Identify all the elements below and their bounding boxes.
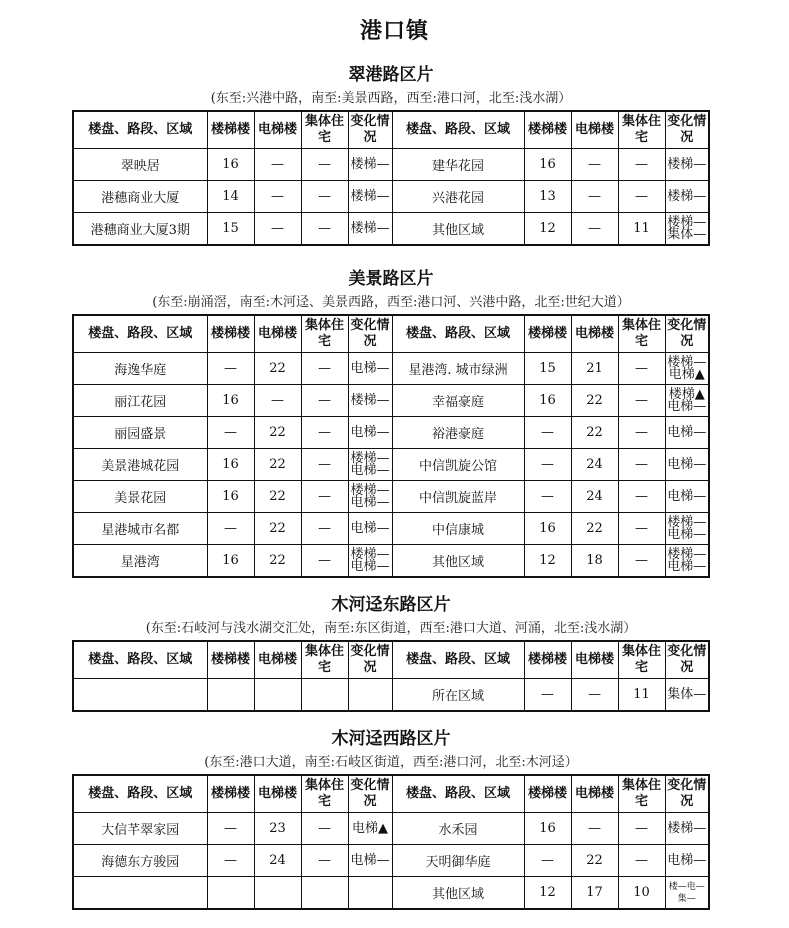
section-title: 美景路区片 [348, 269, 434, 289]
change-status: 电梯— [665, 449, 709, 481]
collective-housing-count [301, 877, 348, 910]
stair-building-count: 12 [524, 213, 571, 246]
property-name: 港穗商业大厦 [73, 181, 207, 213]
stair-building-count: 16 [524, 385, 571, 417]
elevator-building-count: 17 [571, 877, 618, 910]
collective-housing-count: — [301, 353, 348, 385]
elevator-building-count: 22 [254, 513, 301, 545]
elevator-building-count: 24 [571, 449, 618, 481]
property-name: 幸福豪庭 [392, 385, 524, 417]
column-header: 电梯楼 [254, 111, 301, 149]
table-row [73, 845, 709, 877]
property-name: 所在区域 [392, 679, 524, 712]
data-table [72, 774, 710, 910]
header-row [73, 111, 709, 149]
column-header: 楼梯楼 [524, 111, 571, 149]
column-header: 变化情况 [348, 111, 392, 149]
table-row [73, 679, 709, 712]
table-row [73, 353, 709, 385]
collective-housing-count: — [618, 481, 665, 513]
table-row [73, 213, 709, 246]
change-status: 楼梯— 电梯— [348, 449, 392, 481]
column-header: 楼盘、路段、区域 [73, 111, 207, 149]
elevator-building-count: 18 [571, 545, 618, 578]
property-name: 星港城市名都 [73, 513, 207, 545]
change-status: 楼梯— [348, 385, 392, 417]
table-row [73, 449, 709, 481]
collective-housing-count: — [301, 149, 348, 181]
elevator-building-count: 22 [254, 417, 301, 449]
property-name: 其他区域 [392, 545, 524, 578]
column-header: 变化情况 [348, 315, 392, 353]
collective-housing-count: — [301, 845, 348, 877]
section-bounds: (东至:港口大道，南至:石岐区街道，西至:港口河，北至:木河迳） [204, 755, 578, 770]
elevator-building-count: — [254, 213, 301, 246]
elevator-building-count: 22 [254, 545, 301, 578]
collective-housing-count: — [618, 449, 665, 481]
elevator-building-count: 22 [254, 481, 301, 513]
stair-building-count: 16 [207, 385, 254, 417]
elevator-building-count [254, 877, 301, 910]
column-header: 集体住宅 [618, 315, 665, 353]
stair-building-count: 16 [524, 513, 571, 545]
change-status: 楼梯— 电梯▲ [665, 353, 709, 385]
stair-building-count: — [524, 481, 571, 513]
change-status: 楼梯— 电梯— [665, 545, 709, 578]
property-name: 其他区域 [392, 213, 524, 246]
column-header: 楼盘、路段、区域 [73, 641, 207, 679]
change-status: 楼梯— [348, 149, 392, 181]
collective-housing-count: — [618, 353, 665, 385]
section-title: 木河迳东路区片 [331, 595, 451, 615]
stair-building-count: — [207, 513, 254, 545]
property-name: 中信凯旋公馆 [392, 449, 524, 481]
collective-housing-count: — [301, 181, 348, 213]
column-header: 集体住宅 [301, 111, 348, 149]
change-status: 电梯— [665, 481, 709, 513]
column-header: 集体住宅 [301, 315, 348, 353]
change-status: 楼梯— 电梯— [348, 481, 392, 513]
collective-housing-count: — [301, 545, 348, 578]
column-header: 变化情况 [348, 775, 392, 813]
column-header: 电梯楼 [571, 315, 618, 353]
column-header: 变化情况 [348, 641, 392, 679]
stair-building-count [207, 877, 254, 910]
collective-housing-count: — [618, 513, 665, 545]
property-name: 中信凯旋蓝岸 [392, 481, 524, 513]
property-name: 天明御华庭 [392, 845, 524, 877]
elevator-building-count: — [571, 181, 618, 213]
column-header: 电梯楼 [571, 775, 618, 813]
property-name: 其他区域 [392, 877, 524, 910]
elevator-building-count: 21 [571, 353, 618, 385]
change-status: 楼梯— [665, 813, 709, 845]
column-header: 集体住宅 [618, 641, 665, 679]
collective-housing-count: — [618, 181, 665, 213]
property-name: 海逸华庭 [73, 353, 207, 385]
stair-building-count: — [524, 449, 571, 481]
section-bounds: (东至:崩涌滘，南至:木河迳、美景西路，西至:港口河、兴港中路，北至:世纪大道） [152, 295, 630, 310]
collective-housing-count: — [618, 385, 665, 417]
collective-housing-count: — [301, 417, 348, 449]
column-header: 集体住宅 [301, 775, 348, 813]
property-name: 星港湾. 城市绿洲 [392, 353, 524, 385]
stair-building-count: 16 [207, 449, 254, 481]
column-header: 变化情况 [665, 641, 709, 679]
stair-building-count: 16 [524, 813, 571, 845]
collective-housing-count: — [618, 845, 665, 877]
collective-housing-count: 11 [618, 213, 665, 246]
collective-housing-count: — [618, 149, 665, 181]
elevator-building-count: — [571, 679, 618, 712]
table-row [73, 181, 709, 213]
elevator-building-count: — [571, 813, 618, 845]
elevator-building-count: 22 [571, 845, 618, 877]
table-row [73, 545, 709, 578]
collective-housing-count [301, 679, 348, 712]
stair-building-count: — [207, 417, 254, 449]
property-name: 水禾园 [392, 813, 524, 845]
property-name: 裕港豪庭 [392, 417, 524, 449]
stair-building-count: — [524, 845, 571, 877]
change-status: 楼梯— 电梯— [665, 513, 709, 545]
page-title: 港口镇 [359, 19, 429, 44]
collective-housing-count: — [301, 513, 348, 545]
collective-housing-count: — [301, 449, 348, 481]
table-row [73, 813, 709, 845]
change-status: 楼梯— 电梯— [348, 545, 392, 578]
column-header: 电梯楼 [254, 315, 301, 353]
elevator-building-count: 22 [571, 417, 618, 449]
stair-building-count: 12 [524, 545, 571, 578]
change-status: 楼梯— [665, 181, 709, 213]
change-status: 电梯— [665, 845, 709, 877]
table-row [73, 513, 709, 545]
column-header: 变化情况 [665, 775, 709, 813]
section-muhejing-east-road [72, 592, 710, 712]
stair-building-count: 14 [207, 181, 254, 213]
elevator-building-count: 23 [254, 813, 301, 845]
header-row [73, 315, 709, 353]
change-status: 楼—电— 集— [665, 877, 709, 910]
property-name: 翠映居 [73, 149, 207, 181]
property-name: 美景花园 [73, 481, 207, 513]
elevator-building-count: 22 [254, 353, 301, 385]
column-header: 楼梯楼 [207, 641, 254, 679]
header-row [73, 641, 709, 679]
property-name: 丽园盛景 [73, 417, 207, 449]
section-title: 翠港路区片 [348, 65, 434, 85]
column-header: 楼盘、路段、区域 [392, 775, 524, 813]
stair-building-count [207, 679, 254, 712]
column-header: 集体住宅 [618, 775, 665, 813]
collective-housing-count: — [618, 813, 665, 845]
elevator-building-count: 22 [571, 385, 618, 417]
stair-building-count: — [524, 417, 571, 449]
column-header: 电梯楼 [254, 775, 301, 813]
stair-building-count: 12 [524, 877, 571, 910]
column-header: 电梯楼 [254, 641, 301, 679]
property-name: 海德东方骏园 [73, 845, 207, 877]
section-bounds: (东至:石岐河与浅水湖交汇处，南至:东区街道，西至:港口大道、河涌，北至:浅水湖） [145, 621, 637, 636]
table-row [73, 149, 709, 181]
section-cuigang-road [72, 62, 710, 246]
elevator-building-count: — [571, 213, 618, 246]
property-name: 星港湾 [73, 545, 207, 578]
collective-housing-count: — [301, 481, 348, 513]
stair-building-count: 13 [524, 181, 571, 213]
stair-building-count: 15 [207, 213, 254, 246]
property-name: 建华花园 [392, 149, 524, 181]
column-header: 楼梯楼 [524, 315, 571, 353]
change-status: 电梯— [665, 417, 709, 449]
change-status: 楼梯— [348, 181, 392, 213]
table-row [73, 481, 709, 513]
column-header: 集体住宅 [618, 111, 665, 149]
stair-building-count: 16 [207, 545, 254, 578]
change-status: 电梯— [348, 353, 392, 385]
column-header: 楼梯楼 [207, 111, 254, 149]
stair-building-count: 16 [207, 481, 254, 513]
stair-building-count: 16 [524, 149, 571, 181]
property-name: 兴港花园 [392, 181, 524, 213]
stair-building-count: — [207, 845, 254, 877]
elevator-building-count: 22 [254, 449, 301, 481]
change-status [348, 877, 392, 910]
collective-housing-count: — [618, 545, 665, 578]
elevator-building-count: 24 [571, 481, 618, 513]
column-header: 变化情况 [665, 315, 709, 353]
property-name: 丽江花园 [73, 385, 207, 417]
stair-building-count: — [207, 813, 254, 845]
stair-building-count: — [524, 679, 571, 712]
elevator-building-count: 24 [254, 845, 301, 877]
section-bounds: (东至:兴港中路，南至:美景西路，西至:港口河，北至:浅水湖） [210, 91, 572, 106]
table-row [73, 417, 709, 449]
collective-housing-count: — [618, 417, 665, 449]
collective-housing-count: — [301, 813, 348, 845]
section-muhejing-west-road [72, 726, 710, 910]
elevator-building-count: — [254, 149, 301, 181]
table-row [73, 877, 709, 910]
column-header: 楼梯楼 [207, 315, 254, 353]
collective-housing-count: — [301, 385, 348, 417]
stair-building-count: 16 [207, 149, 254, 181]
change-status: 电梯— [348, 417, 392, 449]
change-status: 电梯— [348, 845, 392, 877]
property-name: 大信芊翠家园 [73, 813, 207, 845]
change-status: 楼梯— 集体— [665, 213, 709, 246]
column-header: 楼盘、路段、区域 [73, 775, 207, 813]
column-header: 电梯楼 [571, 111, 618, 149]
column-header: 变化情况 [665, 111, 709, 149]
column-header: 楼梯楼 [524, 775, 571, 813]
column-header: 楼盘、路段、区域 [73, 315, 207, 353]
stair-building-count: 15 [524, 353, 571, 385]
column-header: 楼梯楼 [207, 775, 254, 813]
property-name: 中信康城 [392, 513, 524, 545]
collective-housing-count: 11 [618, 679, 665, 712]
column-header: 电梯楼 [571, 641, 618, 679]
change-status: 楼梯— [348, 213, 392, 246]
property-name: 港穗商业大厦3期 [73, 213, 207, 246]
change-status: 电梯▲ [348, 813, 392, 845]
change-status: 楼梯— [665, 149, 709, 181]
change-status [348, 679, 392, 712]
data-table [72, 314, 710, 578]
header-row [73, 775, 709, 813]
section-title: 木河迳西路区片 [331, 729, 451, 749]
table-row [73, 385, 709, 417]
section-meijing-road [72, 266, 710, 578]
change-status: 楼梯▲ 电梯— [665, 385, 709, 417]
property-name [73, 877, 207, 910]
change-status: 电梯— [348, 513, 392, 545]
elevator-building-count [254, 679, 301, 712]
stair-building-count: — [207, 353, 254, 385]
column-header: 楼盘、路段、区域 [392, 315, 524, 353]
elevator-building-count: — [571, 149, 618, 181]
data-table [72, 640, 710, 712]
column-header: 集体住宅 [301, 641, 348, 679]
elevator-building-count: — [254, 385, 301, 417]
change-status: 集体— [665, 679, 709, 712]
data-table [72, 110, 710, 246]
elevator-building-count: — [254, 181, 301, 213]
column-header: 楼盘、路段、区域 [392, 641, 524, 679]
column-header: 楼梯楼 [524, 641, 571, 679]
column-header: 楼盘、路段、区域 [392, 111, 524, 149]
property-name: 美景港城花园 [73, 449, 207, 481]
property-name [73, 679, 207, 712]
collective-housing-count: 10 [618, 877, 665, 910]
elevator-building-count: 22 [571, 513, 618, 545]
collective-housing-count: — [301, 213, 348, 246]
